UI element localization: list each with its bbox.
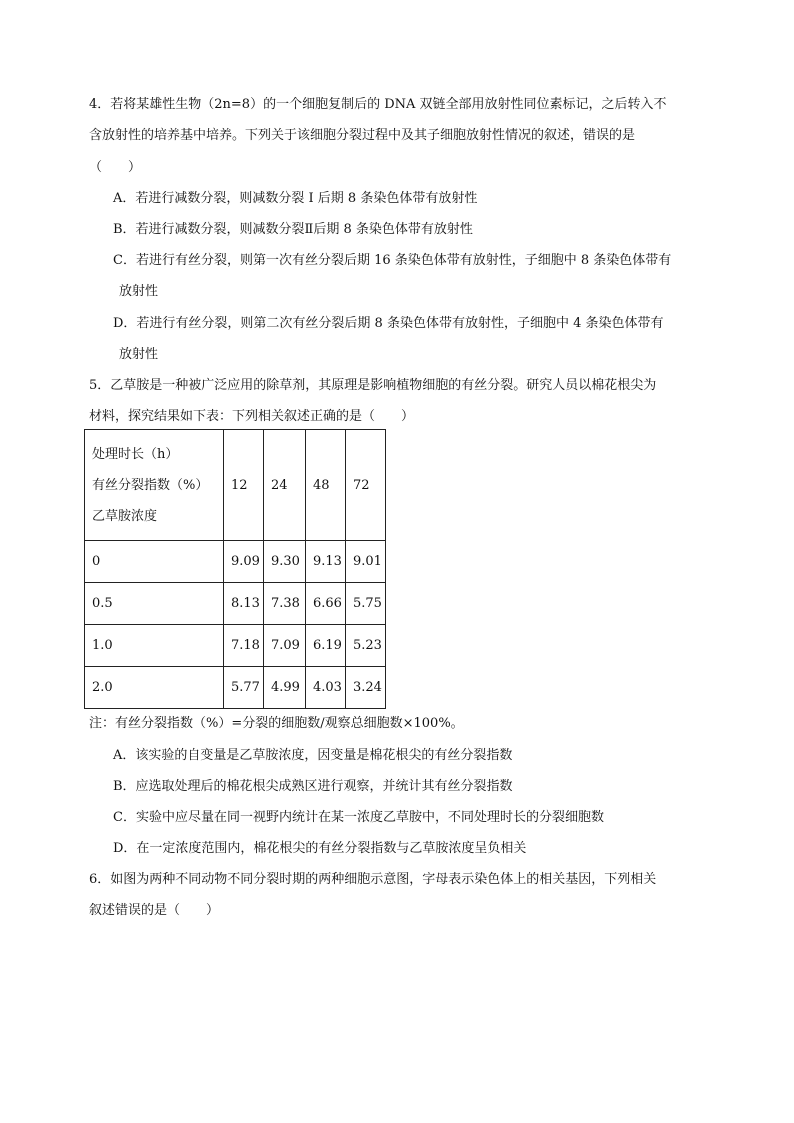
table-row	[85, 625, 386, 667]
value-cell: 5.23	[346, 625, 386, 667]
header-hour-cell: 12	[224, 430, 264, 541]
table-row	[85, 583, 386, 625]
q6-stem-line1: 6．如图为两种不同动物不同分裂时期的两种细胞示意图，字母表示染色体上的相关基因，下列相关	[89, 872, 657, 887]
q5-stem-line2: 材料，探究结果如下表：下列相关叙述正确的是（ ）	[89, 409, 415, 424]
header-hour-cell: 72	[346, 430, 386, 541]
table-header-row	[85, 430, 386, 541]
q5-option-c: C．实验中应尽量在同一视野内统计在某一浓度乙草胺中，不同处理时长的分裂细胞数	[113, 810, 604, 825]
header-label-index: 有丝分裂指数（%）	[92, 477, 209, 493]
value-cell: 8.13	[224, 583, 264, 625]
q4-option-a: A．若进行减数分裂，则减数分裂 I 后期 8 条染色体带有放射性	[113, 191, 478, 206]
table-row	[85, 667, 386, 709]
q4-option-b: B．若进行减数分裂，则减数分裂Ⅱ后期 8 条染色体带有放射性	[113, 222, 473, 237]
results-table	[84, 429, 386, 709]
concentration-cell: 0.5	[85, 583, 224, 625]
q5-stem-line1: 5．乙草胺是一种被广泛应用的除草剂，其原理是影响植物细胞的有丝分裂。研究人员以棉花根尖为	[89, 378, 657, 393]
q4-stem-line2: 含放射性的培养基中培养。下列关于该细胞分裂过程中及其子细胞放射性情况的叙述，错误的是	[89, 128, 636, 143]
value-cell: 4.99	[264, 667, 306, 709]
concentration-cell: 0	[85, 541, 224, 583]
value-cell: 5.77	[224, 667, 264, 709]
header-label-hours: 处理时长（h）	[92, 446, 179, 462]
concentration-cell: 2.0	[85, 667, 224, 709]
value-cell: 4.03	[306, 667, 346, 709]
value-cell: 9.13	[306, 541, 346, 583]
concentration-cell: 1.0	[85, 625, 224, 667]
q4-option-c-line1: C．若进行有丝分裂，则第一次有丝分裂后期 16 条染色体带有放射性，子细胞中 8 条染色体带有	[113, 253, 672, 268]
value-cell: 5.75	[346, 583, 386, 625]
header-hour-cell: 24	[264, 430, 306, 541]
value-cell: 9.01	[346, 541, 386, 583]
value-cell: 6.19	[306, 625, 346, 667]
q4-option-c-line2: 放射性	[119, 284, 159, 299]
table-header-label-cell	[85, 430, 224, 541]
value-cell: 9.09	[224, 541, 264, 583]
value-cell: 7.09	[264, 625, 306, 667]
header-label-concentration: 乙草胺浓度	[92, 508, 158, 524]
q6-stem-line2: 叙述错误的是（ ）	[89, 903, 220, 918]
q5-table-note: 注：有丝分裂指数（%）=分裂的细胞数/观察总细胞数×100%。	[89, 716, 464, 731]
q5-option-a: A．该实验的自变量是乙草胺浓度，因变量是棉花根尖的有丝分裂指数	[113, 748, 513, 763]
value-cell: 6.66	[306, 583, 346, 625]
q4-stem-line1: 4．若将某雄性生物（2n=8）的一个细胞复制后的 DNA 双链全部用放射性同位素标记，之后转入不	[89, 97, 667, 112]
value-cell: 7.18	[224, 625, 264, 667]
q4-option-d-line1: D．若进行有丝分裂，则第二次有丝分裂后期 8 条染色体带有放射性，子细胞中 4 条染色体带有	[113, 316, 664, 331]
value-cell: 7.38	[264, 583, 306, 625]
q4-answer-paren: （ ）	[89, 160, 142, 175]
value-cell: 9.30	[264, 541, 306, 583]
value-cell: 3.24	[346, 667, 386, 709]
header-hour-cell: 48	[306, 430, 346, 541]
q5-option-b: B．应选取处理后的棉花根尖成熟区进行观察，并统计其有丝分裂指数	[113, 779, 513, 794]
q4-option-d-line2: 放射性	[119, 347, 159, 362]
table-row	[85, 541, 386, 583]
q5-option-d: D．在一定浓度范围内，棉花根尖的有丝分裂指数与乙草胺浓度呈负相关	[113, 841, 527, 856]
